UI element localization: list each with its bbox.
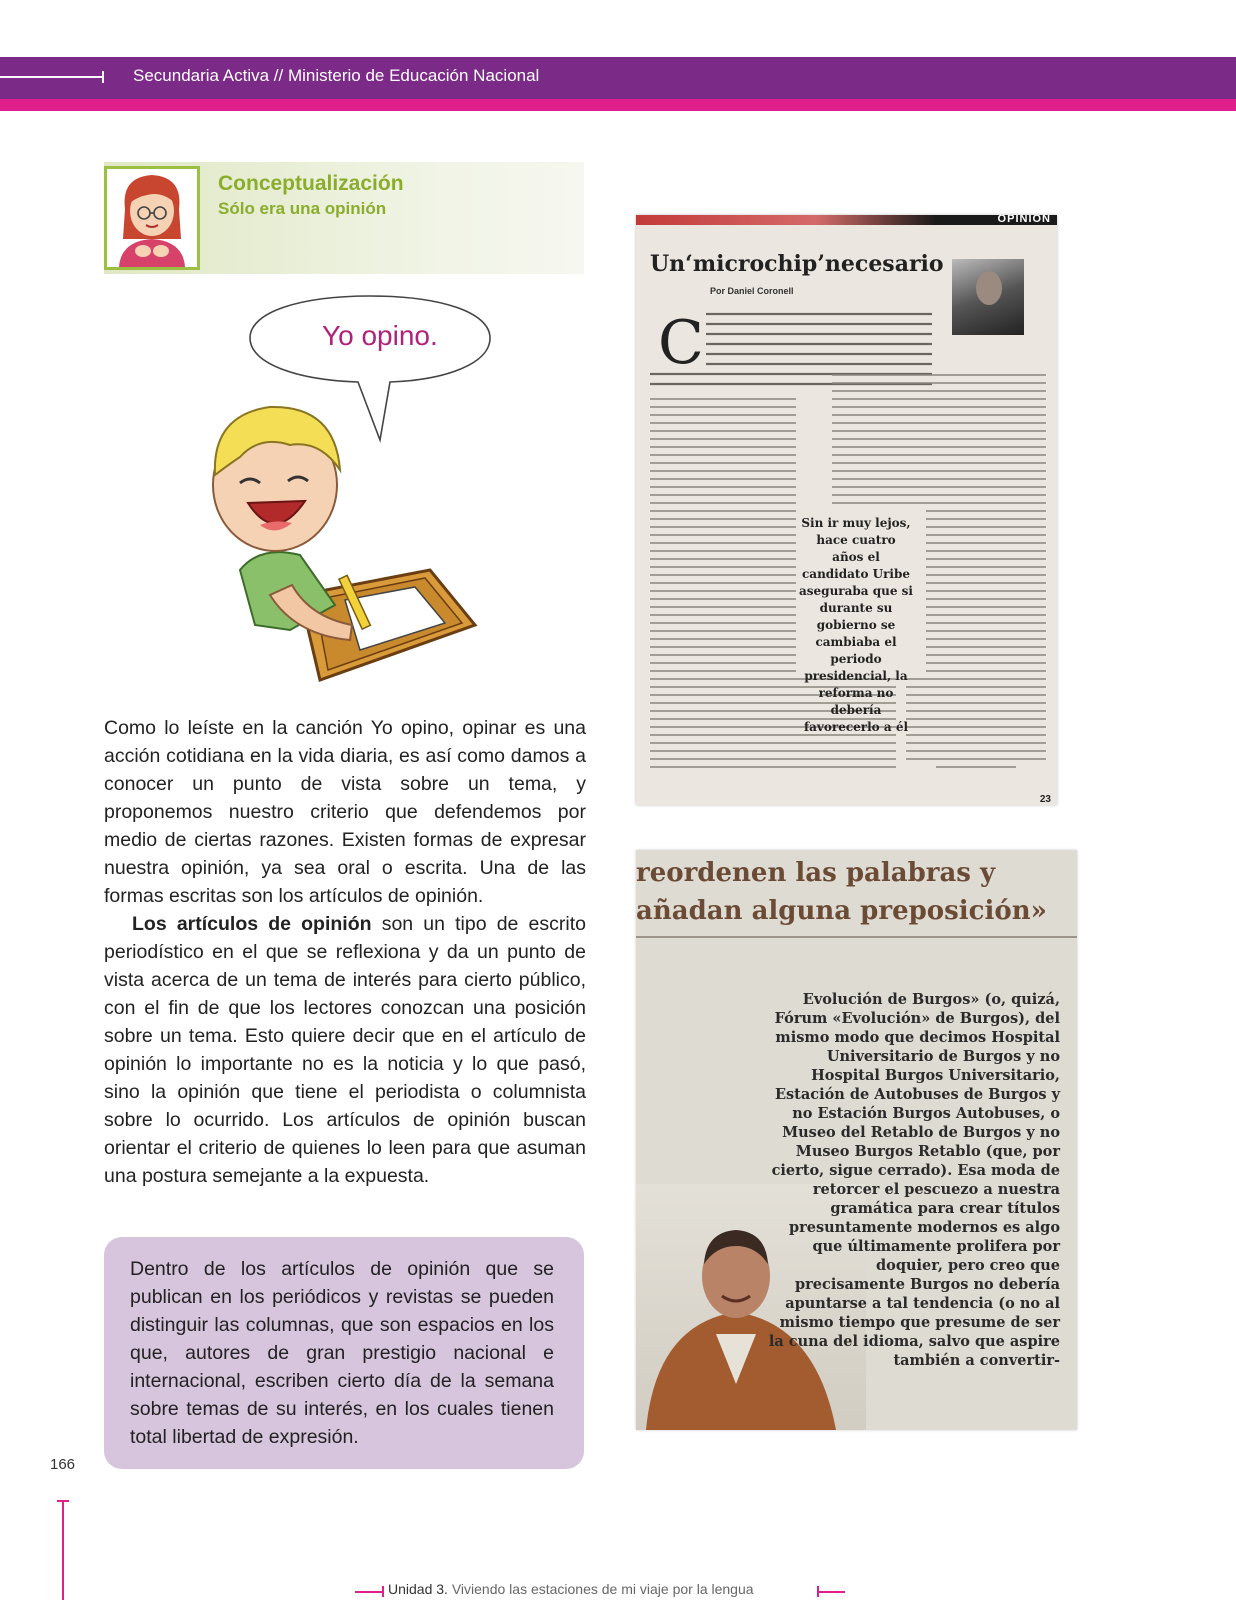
footer-rule-left-tick bbox=[382, 1586, 384, 1597]
clipping-dropcap: C bbox=[658, 308, 704, 378]
clipping-2-headline bbox=[636, 854, 1047, 930]
section-subtitle: Sólo era una opinión bbox=[218, 199, 387, 218]
body-paragraph-1: Como lo leíste en la canción Yo opino, opinar es una acción cotidiana en la vida diaria, es así como damos a conocer un punto de vista sobre un tema, y proponemos nuestro criterio que defendemos por medio de ciertas razones. Existen formas de expresar nuestra opinión, ya sea oral o escrita. Una de las formas escritas son los artículos de opinión. bbox=[104, 717, 586, 907]
speech-bubble-text: Yo opino. bbox=[322, 320, 438, 351]
clipping-2-headline-line-2: añadan alguna preposición» bbox=[636, 896, 1047, 926]
footer-unit: Unidad 3. bbox=[388, 1581, 448, 1597]
clipping-byline: Por Daniel Coronell bbox=[710, 286, 794, 296]
footer-text bbox=[388, 1581, 754, 1597]
header-rule-tick bbox=[102, 71, 104, 83]
clipping-section-label: OPINION bbox=[997, 215, 1051, 225]
footer-rule-right bbox=[817, 1591, 845, 1593]
clipping-2-body: Evolución de Burgos» (o, quizá, Fórum «Evolución» de Burgos), del mismo modo que decimos Hospital Universitario de Burgos y no Hospital Burgos Universitario, Estación de Autobuses de Burgos y no Estación Burgos Autobuses, o Museo del Retablo de Burgos y no Museo Burgos Retablo (que, por cierto, sigue cerrado). Esa moda de retorcer el pescuezo a nuestra gramática para crear títulos presuntamente modernos es algo que últimamente prolifera por doquier, pero creo que precisamente Burgos no debería apuntarse a tal tendencia (o no al mismo tiempo que presume de ser la cuna del idioma, salvo que aspire también a convertir- bbox=[768, 991, 1060, 1369]
newspaper-clipping-1 bbox=[636, 215, 1057, 805]
teacher-illustration-icon bbox=[107, 169, 197, 267]
body-text bbox=[104, 714, 586, 1190]
footer-unit-title: Viviendo las estaciones de mi viaje por la lengua bbox=[447, 1581, 754, 1597]
header-rule bbox=[0, 76, 104, 78]
clipping-page-number: 23 bbox=[1039, 794, 1051, 805]
clipping-2-rule bbox=[636, 936, 1077, 938]
note-box bbox=[104, 1237, 584, 1469]
note-box-text: Dentro de los artículos de opinión que se publican en los periódicos y revistas se pueden distinguir las columnas, que son espacios en los que, autores de gran prestigio nacional e internacional, escriben cierto día de la semana sobre temas de su interés, en los cuales tienen total libertad de expresión. bbox=[130, 1258, 554, 1448]
key-term: Los artículos de opinión bbox=[132, 913, 372, 935]
clipping-pull-quote: Sin ir muy lejos, hace cuatro años el candidato Uribe aseguraba que si durante su gobierno se cambiaba el periodo presidencial, la reforma no debería favorecerlo a él bbox=[799, 516, 913, 734]
clipping-2-headline-line-1: reordenen las palabras y bbox=[636, 858, 996, 888]
boy-writing-illustration-icon bbox=[200, 395, 490, 685]
page-number: 166 bbox=[50, 1456, 76, 1473]
left-margin-rule bbox=[62, 1500, 64, 1600]
header-accent-stripe bbox=[0, 99, 1236, 111]
body-paragraph-2 bbox=[104, 910, 586, 1190]
section-title: Conceptualización bbox=[218, 172, 404, 195]
clipping-headline: Un‘microchip’necesario bbox=[650, 251, 944, 277]
header-title: Secundaria Activa // Ministerio de Educación Nacional bbox=[133, 66, 540, 85]
teacher-avatar bbox=[104, 166, 200, 270]
footer-rule-left bbox=[355, 1591, 383, 1593]
body-paragraph-2-text: son un tipo de escrito periodístico en el que se reflexiona y da un punto de vista acerca de un tema de interés para cierto público, con el fin de que los lectores conozcan una posición sobre un tema. Esto quiere decir que en el artículo de opinión lo importante no es la noticia y lo que pasó, sino la opinión que tiene el periodista o columnista sobre lo ocurrido. Los artículos de opinión buscan orientar el criterio de quienes lo leen para que asuman una postura semejante a la expuesta. bbox=[104, 913, 586, 1187]
newspaper-clipping-2 bbox=[636, 850, 1077, 1430]
